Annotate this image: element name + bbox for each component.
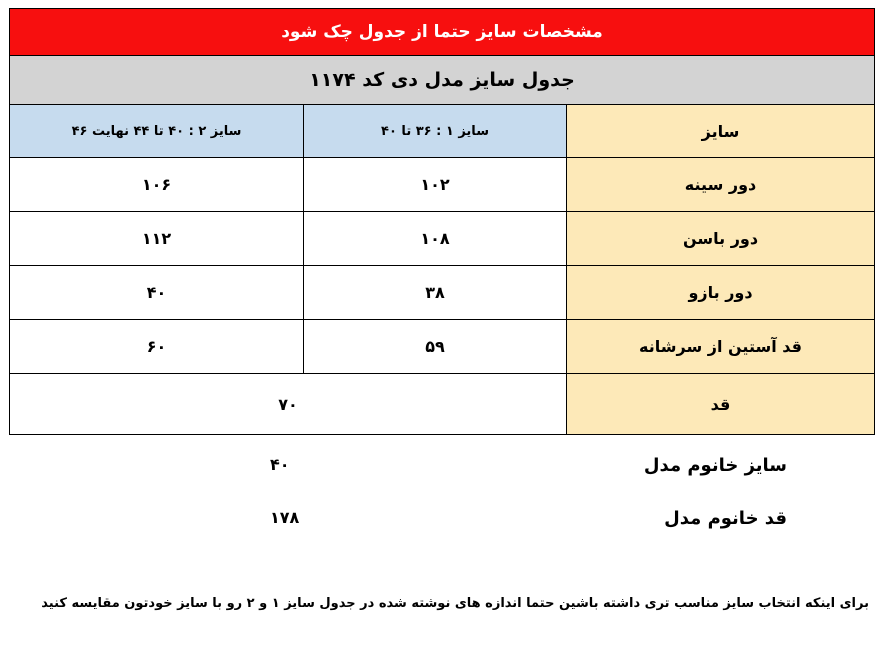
- row-label: قد آستین از سرشانه: [567, 320, 875, 374]
- row-label: دور باسن: [567, 212, 875, 266]
- header-size-1: سایز ۱ : ۳۶ تا ۴۰: [304, 105, 567, 158]
- size-1-value: ۱۰۲: [304, 158, 567, 212]
- model-size-label: سایز خانوم مدل: [643, 455, 787, 476]
- model-height-value: ۱۷۸: [270, 508, 300, 527]
- row-label: دور سینه: [567, 158, 875, 212]
- table-row: [10, 212, 875, 266]
- size-1-value: ۱۰۸: [304, 212, 567, 266]
- size-2-value: ۱۱۲: [10, 212, 304, 266]
- header-size-2: سایز ۲ : ۴۰ تا ۴۴ نهایت ۴۶: [10, 105, 304, 158]
- size-table: [9, 8, 875, 435]
- table-row: [10, 374, 875, 435]
- table-row: [10, 320, 875, 374]
- row-label: قد: [567, 374, 875, 435]
- size-1-value: ۵۹: [304, 320, 567, 374]
- warning-banner: مشخصات سایز حتما از جدول چک شود: [10, 9, 875, 56]
- table-row: [10, 266, 875, 320]
- row-label: دور بازو: [567, 266, 875, 320]
- size-2-value: ۴۰: [10, 266, 304, 320]
- size-table-container: [9, 8, 874, 435]
- model-size-value: ۴۰: [270, 455, 290, 474]
- size-advice-note: برای اینکه انتخاب سایز مناسب تری داشته باشین حتما اندازه های نوشته شده در جدول سایز ۱ و ۲ رو با سایز خودتون مقایسه کنید: [41, 596, 869, 611]
- size-2-value: ۱۰۶: [10, 158, 304, 212]
- table-title: جدول سایز مدل دی کد ۱۱۷۴: [10, 56, 875, 105]
- size-2-value: ۶۰: [10, 320, 304, 374]
- model-height-label: قد خانوم مدل: [664, 508, 787, 529]
- size-1-value: ۳۸: [304, 266, 567, 320]
- length-value: ۷۰: [10, 374, 567, 435]
- header-size-label: سایز: [567, 105, 875, 158]
- table-row: [10, 158, 875, 212]
